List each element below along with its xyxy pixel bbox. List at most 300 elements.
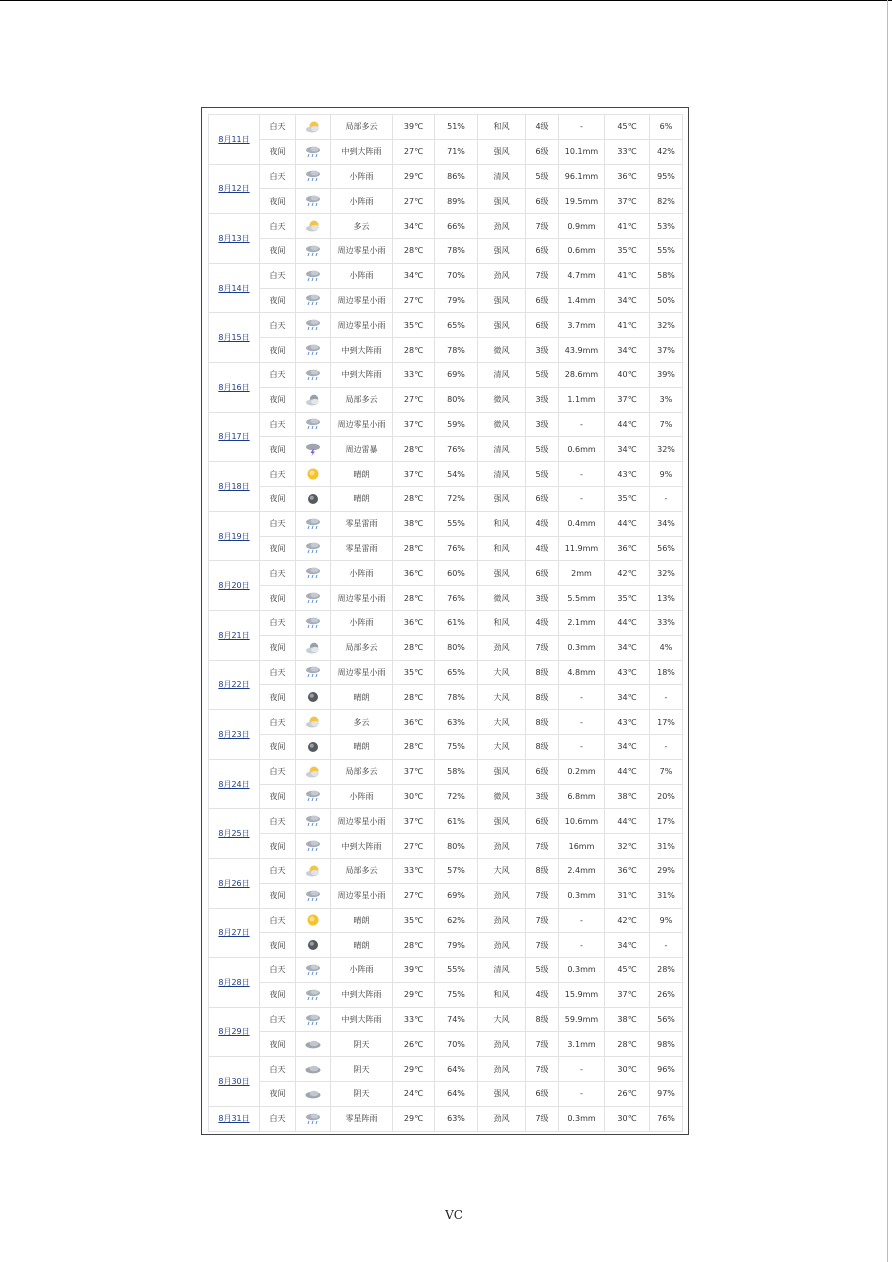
weather-cell: 小阵雨 <box>331 189 393 214</box>
wind-level-cell: 6级 <box>526 189 559 214</box>
weather-cell: 多云 <box>331 214 393 239</box>
wind-cell: 和风 <box>478 982 526 1007</box>
feels-like-cell: 41℃ <box>605 263 650 288</box>
weather-cell: 局部多云 <box>331 759 393 784</box>
rain-chance-cell: 55% <box>650 238 683 263</box>
feels-like-cell: 37℃ <box>605 982 650 1007</box>
precipitation-cell: 43.9mm <box>559 338 605 363</box>
temperature-cell: 39℃ <box>393 115 435 140</box>
humidity-cell: 79% <box>435 933 478 958</box>
weather-cell: 中到大阵雨 <box>331 1007 393 1032</box>
precipitation-cell: 6.8mm <box>559 784 605 809</box>
table-row <box>209 710 683 735</box>
humidity-cell: 65% <box>435 660 478 685</box>
table-row <box>209 189 683 214</box>
table-row <box>209 883 683 908</box>
table-row <box>209 586 683 611</box>
rain-chance-cell: 6% <box>650 115 683 140</box>
table-row <box>209 462 683 487</box>
rain-icon <box>304 169 322 183</box>
temperature-cell: 24℃ <box>393 1082 435 1107</box>
precipitation-cell: 10.6mm <box>559 809 605 834</box>
weather-icon-cell <box>296 511 331 536</box>
humidity-cell: 76% <box>435 536 478 561</box>
weather-icon-cell <box>296 1007 331 1032</box>
temperature-cell: 28℃ <box>393 685 435 710</box>
temperature-cell: 39℃ <box>393 958 435 983</box>
rain-chance-cell: 31% <box>650 883 683 908</box>
moon-icon <box>304 938 322 952</box>
rain-chance-cell: 98% <box>650 1032 683 1057</box>
table-row <box>209 238 683 263</box>
rain-chance-cell: 96% <box>650 1057 683 1082</box>
wind-level-cell: 7级 <box>526 933 559 958</box>
temperature-cell: 27℃ <box>393 288 435 313</box>
wind-cell: 微风 <box>478 338 526 363</box>
rain-chance-cell: 95% <box>650 164 683 189</box>
period-cell: 白天 <box>260 1106 296 1131</box>
feels-like-cell: 32℃ <box>605 834 650 859</box>
humidity-cell: 59% <box>435 412 478 437</box>
weather-icon-cell <box>296 288 331 313</box>
weather-cell: 晴朗 <box>331 734 393 759</box>
date-link[interactable]: 8月31日 <box>209 1106 260 1131</box>
feels-like-cell: 45℃ <box>605 115 650 140</box>
period-cell: 白天 <box>260 1007 296 1032</box>
humidity-cell: 78% <box>435 685 478 710</box>
rain-chance-cell: - <box>650 486 683 511</box>
feels-like-cell: 41℃ <box>605 313 650 338</box>
wind-level-cell: 7级 <box>526 1032 559 1057</box>
partly-cloudy-night-icon <box>304 393 322 407</box>
feels-like-cell: 34℃ <box>605 338 650 363</box>
period-cell: 白天 <box>260 1057 296 1082</box>
humidity-cell: 60% <box>435 561 478 586</box>
weather-icon-cell <box>296 834 331 859</box>
humidity-cell: 62% <box>435 908 478 933</box>
precipitation-cell: 59.9mm <box>559 1007 605 1032</box>
weather-icon-cell <box>296 313 331 338</box>
rain-icon <box>304 368 322 382</box>
period-cell: 白天 <box>260 362 296 387</box>
feels-like-cell: 34℃ <box>605 685 650 710</box>
feels-like-cell: 44℃ <box>605 610 650 635</box>
wind-cell: 微风 <box>478 412 526 437</box>
humidity-cell: 80% <box>435 635 478 660</box>
weather-cell: 周边零星小雨 <box>331 288 393 313</box>
precipitation-cell: 1.1mm <box>559 387 605 412</box>
weather-cell: 局部多云 <box>331 115 393 140</box>
humidity-cell: 69% <box>435 362 478 387</box>
rain-chance-cell: - <box>650 933 683 958</box>
precipitation-cell: - <box>559 412 605 437</box>
table-row <box>209 635 683 660</box>
date-link[interactable]: 8月28日 <box>209 958 260 1008</box>
period-cell: 白天 <box>260 610 296 635</box>
weather-cell: 中到大阵雨 <box>331 834 393 859</box>
period-cell: 夜间 <box>260 933 296 958</box>
feels-like-cell: 42℃ <box>605 561 650 586</box>
weather-icon-cell <box>296 809 331 834</box>
weather-cell: 中到大阵雨 <box>331 139 393 164</box>
weather-cell: 周边零星小雨 <box>331 313 393 338</box>
wind-cell: 劲风 <box>478 908 526 933</box>
weather-cell: 中到大阵雨 <box>331 362 393 387</box>
wind-cell: 清风 <box>478 958 526 983</box>
temperature-cell: 33℃ <box>393 362 435 387</box>
humidity-cell: 74% <box>435 1007 478 1032</box>
rain-chance-cell: 97% <box>650 1082 683 1107</box>
wind-cell: 劲风 <box>478 1032 526 1057</box>
rain-icon <box>304 517 322 531</box>
top-rule <box>0 0 892 1</box>
feels-like-cell: 28℃ <box>605 1032 650 1057</box>
weather-icon-cell <box>296 610 331 635</box>
period-cell: 白天 <box>260 809 296 834</box>
humidity-cell: 80% <box>435 387 478 412</box>
temperature-cell: 28℃ <box>393 586 435 611</box>
temperature-cell: 28℃ <box>393 635 435 660</box>
partly-cloudy-day-icon <box>304 765 322 779</box>
weather-cell: 小阵雨 <box>331 561 393 586</box>
precipitation-cell: 19.5mm <box>559 189 605 214</box>
date-link[interactable]: 8月13日 <box>209 214 260 264</box>
date-link[interactable]: 8月24日 <box>209 759 260 809</box>
date-link[interactable]: 8月21日 <box>209 610 260 660</box>
cloudy-icon <box>304 1062 322 1076</box>
precipitation-cell: 0.3mm <box>559 635 605 660</box>
rain-chance-cell: 32% <box>650 313 683 338</box>
table-row <box>209 958 683 983</box>
rain-chance-cell: 39% <box>650 362 683 387</box>
partly-cloudy-day-icon <box>304 864 322 878</box>
temperature-cell: 27℃ <box>393 387 435 412</box>
page-number: VC <box>445 1208 463 1222</box>
feels-like-cell: 38℃ <box>605 1007 650 1032</box>
wind-level-cell: 7级 <box>526 214 559 239</box>
table-row <box>209 734 683 759</box>
wind-level-cell: 8级 <box>526 685 559 710</box>
rain-chance-cell: 53% <box>650 214 683 239</box>
period-cell: 夜间 <box>260 883 296 908</box>
weather-cell: 中到大阵雨 <box>331 338 393 363</box>
humidity-cell: 86% <box>435 164 478 189</box>
feels-like-cell: 45℃ <box>605 958 650 983</box>
weather-cell: 晴朗 <box>331 685 393 710</box>
table-row <box>209 362 683 387</box>
wind-level-cell: 4级 <box>526 511 559 536</box>
period-cell: 白天 <box>260 958 296 983</box>
wind-level-cell: 5级 <box>526 164 559 189</box>
wind-cell: 强风 <box>478 561 526 586</box>
wind-level-cell: 6级 <box>526 288 559 313</box>
humidity-cell: 70% <box>435 263 478 288</box>
table-row <box>209 834 683 859</box>
precipitation-cell: 0.4mm <box>559 511 605 536</box>
weather-icon-cell <box>296 164 331 189</box>
rain-icon <box>304 1013 322 1027</box>
table-row <box>209 263 683 288</box>
weather-icon-cell <box>296 858 331 883</box>
precipitation-cell: - <box>559 1082 605 1107</box>
weather-cell: 小阵雨 <box>331 958 393 983</box>
date-link[interactable]: 8月18日 <box>209 462 260 512</box>
weather-cell: 局部多云 <box>331 635 393 660</box>
weather-cell: 周边零星小雨 <box>331 412 393 437</box>
wind-cell: 强风 <box>478 238 526 263</box>
temperature-cell: 30℃ <box>393 784 435 809</box>
rain-chance-cell: 32% <box>650 561 683 586</box>
date-link[interactable]: 8月23日 <box>209 710 260 760</box>
precipitation-cell: 15.9mm <box>559 982 605 1007</box>
precipitation-cell: - <box>559 115 605 140</box>
rain-icon <box>304 988 322 1002</box>
sun-icon <box>304 913 322 927</box>
feels-like-cell: 34℃ <box>605 734 650 759</box>
rain-chance-cell: 13% <box>650 586 683 611</box>
precipitation-cell: 0.6mm <box>559 238 605 263</box>
table-row <box>209 313 683 338</box>
temperature-cell: 35℃ <box>393 660 435 685</box>
date-link[interactable]: 8月17日 <box>209 412 260 462</box>
date-link[interactable]: 8月20日 <box>209 561 260 611</box>
temperature-cell: 37℃ <box>393 412 435 437</box>
temperature-cell: 29℃ <box>393 1106 435 1131</box>
date-link[interactable]: 8月12日 <box>209 164 260 214</box>
date-link[interactable]: 8月14日 <box>209 263 260 313</box>
table-row <box>209 387 683 412</box>
wind-level-cell: 7级 <box>526 834 559 859</box>
precipitation-cell: 2.1mm <box>559 610 605 635</box>
feels-like-cell: 34℃ <box>605 635 650 660</box>
feels-like-cell: 30℃ <box>605 1106 650 1131</box>
temperature-cell: 38℃ <box>393 511 435 536</box>
wind-level-cell: 3级 <box>526 412 559 437</box>
weather-icon-cell <box>296 1082 331 1107</box>
table-row <box>209 164 683 189</box>
table-row <box>209 858 683 883</box>
date-link[interactable]: 8月30日 <box>209 1057 260 1107</box>
feels-like-cell: 43℃ <box>605 462 650 487</box>
humidity-cell: 58% <box>435 759 478 784</box>
period-cell: 夜间 <box>260 635 296 660</box>
table-row <box>209 139 683 164</box>
wind-level-cell: 6级 <box>526 238 559 263</box>
date-link[interactable]: 8月29日 <box>209 1007 260 1057</box>
wind-level-cell: 6级 <box>526 809 559 834</box>
weather-cell: 阴天 <box>331 1032 393 1057</box>
date-link[interactable]: 8月15日 <box>209 313 260 363</box>
date-link[interactable]: 8月25日 <box>209 809 260 859</box>
humidity-cell: 54% <box>435 462 478 487</box>
precipitation-cell: 1.4mm <box>559 288 605 313</box>
feels-like-cell: 35℃ <box>605 238 650 263</box>
wind-level-cell: 7级 <box>526 263 559 288</box>
rain-chance-cell: - <box>650 685 683 710</box>
date-link[interactable]: 8月26日 <box>209 858 260 908</box>
weather-cell: 周边零星小雨 <box>331 809 393 834</box>
humidity-cell: 72% <box>435 784 478 809</box>
moon-icon <box>304 740 322 754</box>
wind-cell: 和风 <box>478 511 526 536</box>
humidity-cell: 75% <box>435 734 478 759</box>
rain-chance-cell: 56% <box>650 1007 683 1032</box>
rain-chance-cell: 76% <box>650 1106 683 1131</box>
temperature-cell: 37℃ <box>393 462 435 487</box>
temperature-cell: 37℃ <box>393 809 435 834</box>
temperature-cell: 35℃ <box>393 908 435 933</box>
weather-cell: 周边零星小雨 <box>331 660 393 685</box>
wind-cell: 清风 <box>478 462 526 487</box>
table-row <box>209 437 683 462</box>
weather-icon-cell <box>296 586 331 611</box>
moon-icon <box>304 690 322 704</box>
thunderstorm-icon <box>304 442 322 456</box>
partly-cloudy-day-icon <box>304 219 322 233</box>
rain-chance-cell: 58% <box>650 263 683 288</box>
temperature-cell: 33℃ <box>393 858 435 883</box>
wind-level-cell: 6级 <box>526 313 559 338</box>
precipitation-cell: 4.8mm <box>559 660 605 685</box>
precipitation-cell: 3.1mm <box>559 1032 605 1057</box>
humidity-cell: 61% <box>435 610 478 635</box>
weather-icon-cell <box>296 387 331 412</box>
rain-chance-cell: 7% <box>650 759 683 784</box>
period-cell: 白天 <box>260 561 296 586</box>
sun-icon <box>304 467 322 481</box>
table-row <box>209 610 683 635</box>
feels-like-cell: 44℃ <box>605 809 650 834</box>
weather-icon-cell <box>296 1057 331 1082</box>
wind-level-cell: 8级 <box>526 734 559 759</box>
wind-level-cell: 7级 <box>526 635 559 660</box>
table-row <box>209 908 683 933</box>
wind-cell: 劲风 <box>478 1106 526 1131</box>
wind-cell: 强风 <box>478 809 526 834</box>
precipitation-cell: - <box>559 933 605 958</box>
feels-like-cell: 26℃ <box>605 1082 650 1107</box>
wind-cell: 强风 <box>478 1082 526 1107</box>
temperature-cell: 34℃ <box>393 214 435 239</box>
date-link[interactable]: 8月22日 <box>209 660 260 710</box>
wind-cell: 强风 <box>478 486 526 511</box>
weather-icon-cell <box>296 189 331 214</box>
rain-icon <box>304 145 322 159</box>
humidity-cell: 76% <box>435 437 478 462</box>
table-row <box>209 214 683 239</box>
rain-icon <box>304 839 322 853</box>
feels-like-cell: 34℃ <box>605 288 650 313</box>
period-cell: 夜间 <box>260 982 296 1007</box>
temperature-cell: 35℃ <box>393 313 435 338</box>
feels-like-cell: 42℃ <box>605 908 650 933</box>
weather-icon-cell <box>296 660 331 685</box>
wind-level-cell: 5级 <box>526 958 559 983</box>
weather-icon-cell <box>296 486 331 511</box>
moon-icon <box>304 492 322 506</box>
weather-table-frame <box>201 107 689 1135</box>
wind-cell: 大风 <box>478 685 526 710</box>
feels-like-cell: 43℃ <box>605 660 650 685</box>
rain-chance-cell: 9% <box>650 462 683 487</box>
weather-icon-cell <box>296 437 331 462</box>
weather-cell: 晴朗 <box>331 933 393 958</box>
date-link[interactable]: 8月19日 <box>209 511 260 561</box>
humidity-cell: 63% <box>435 1106 478 1131</box>
humidity-cell: 78% <box>435 238 478 263</box>
wind-level-cell: 5级 <box>526 437 559 462</box>
weather-forecast-table <box>208 114 683 1132</box>
weather-icon-cell <box>296 263 331 288</box>
period-cell: 夜间 <box>260 238 296 263</box>
feels-like-cell: 44℃ <box>605 511 650 536</box>
rain-chance-cell: 26% <box>650 982 683 1007</box>
weather-icon-cell <box>296 734 331 759</box>
date-link[interactable]: 8月11日 <box>209 115 260 165</box>
period-cell: 夜间 <box>260 486 296 511</box>
wind-level-cell: 8级 <box>526 710 559 735</box>
partly-cloudy-night-icon <box>304 641 322 655</box>
precipitation-cell: - <box>559 710 605 735</box>
table-row <box>209 1082 683 1107</box>
wind-cell: 强风 <box>478 759 526 784</box>
wind-cell: 劲风 <box>478 834 526 859</box>
humidity-cell: 75% <box>435 982 478 1007</box>
humidity-cell: 64% <box>435 1082 478 1107</box>
precipitation-cell: 3.7mm <box>559 313 605 338</box>
precipitation-cell: 16mm <box>559 834 605 859</box>
rain-chance-cell: 37% <box>650 338 683 363</box>
humidity-cell: 51% <box>435 115 478 140</box>
weather-icon-cell <box>296 784 331 809</box>
period-cell: 白天 <box>260 313 296 338</box>
period-cell: 夜间 <box>260 1082 296 1107</box>
weather-icon-cell <box>296 1032 331 1057</box>
period-cell: 白天 <box>260 660 296 685</box>
table-row <box>209 412 683 437</box>
wind-cell: 微风 <box>478 586 526 611</box>
wind-level-cell: 3级 <box>526 338 559 363</box>
period-cell: 白天 <box>260 214 296 239</box>
partly-cloudy-day-icon <box>304 715 322 729</box>
wind-cell: 劲风 <box>478 263 526 288</box>
precipitation-cell: - <box>559 908 605 933</box>
feels-like-cell: 35℃ <box>605 486 650 511</box>
wind-cell: 强风 <box>478 139 526 164</box>
wind-cell: 微风 <box>478 784 526 809</box>
table-row <box>209 1007 683 1032</box>
period-cell: 夜间 <box>260 784 296 809</box>
period-cell: 夜间 <box>260 834 296 859</box>
weather-icon-cell <box>296 362 331 387</box>
weather-cell: 多云 <box>331 710 393 735</box>
weather-cell: 小阵雨 <box>331 263 393 288</box>
precipitation-cell: - <box>559 486 605 511</box>
temperature-cell: 28℃ <box>393 486 435 511</box>
weather-icon-cell <box>296 412 331 437</box>
date-link[interactable]: 8月27日 <box>209 908 260 958</box>
wind-level-cell: 4级 <box>526 115 559 140</box>
humidity-cell: 70% <box>435 1032 478 1057</box>
weather-icon-cell <box>296 214 331 239</box>
feels-like-cell: 36℃ <box>605 536 650 561</box>
rain-chance-cell: 17% <box>650 710 683 735</box>
date-link[interactable]: 8月16日 <box>209 362 260 412</box>
precipitation-cell: 0.3mm <box>559 958 605 983</box>
feels-like-cell: 37℃ <box>605 387 650 412</box>
wind-level-cell: 3级 <box>526 387 559 412</box>
temperature-cell: 37℃ <box>393 759 435 784</box>
